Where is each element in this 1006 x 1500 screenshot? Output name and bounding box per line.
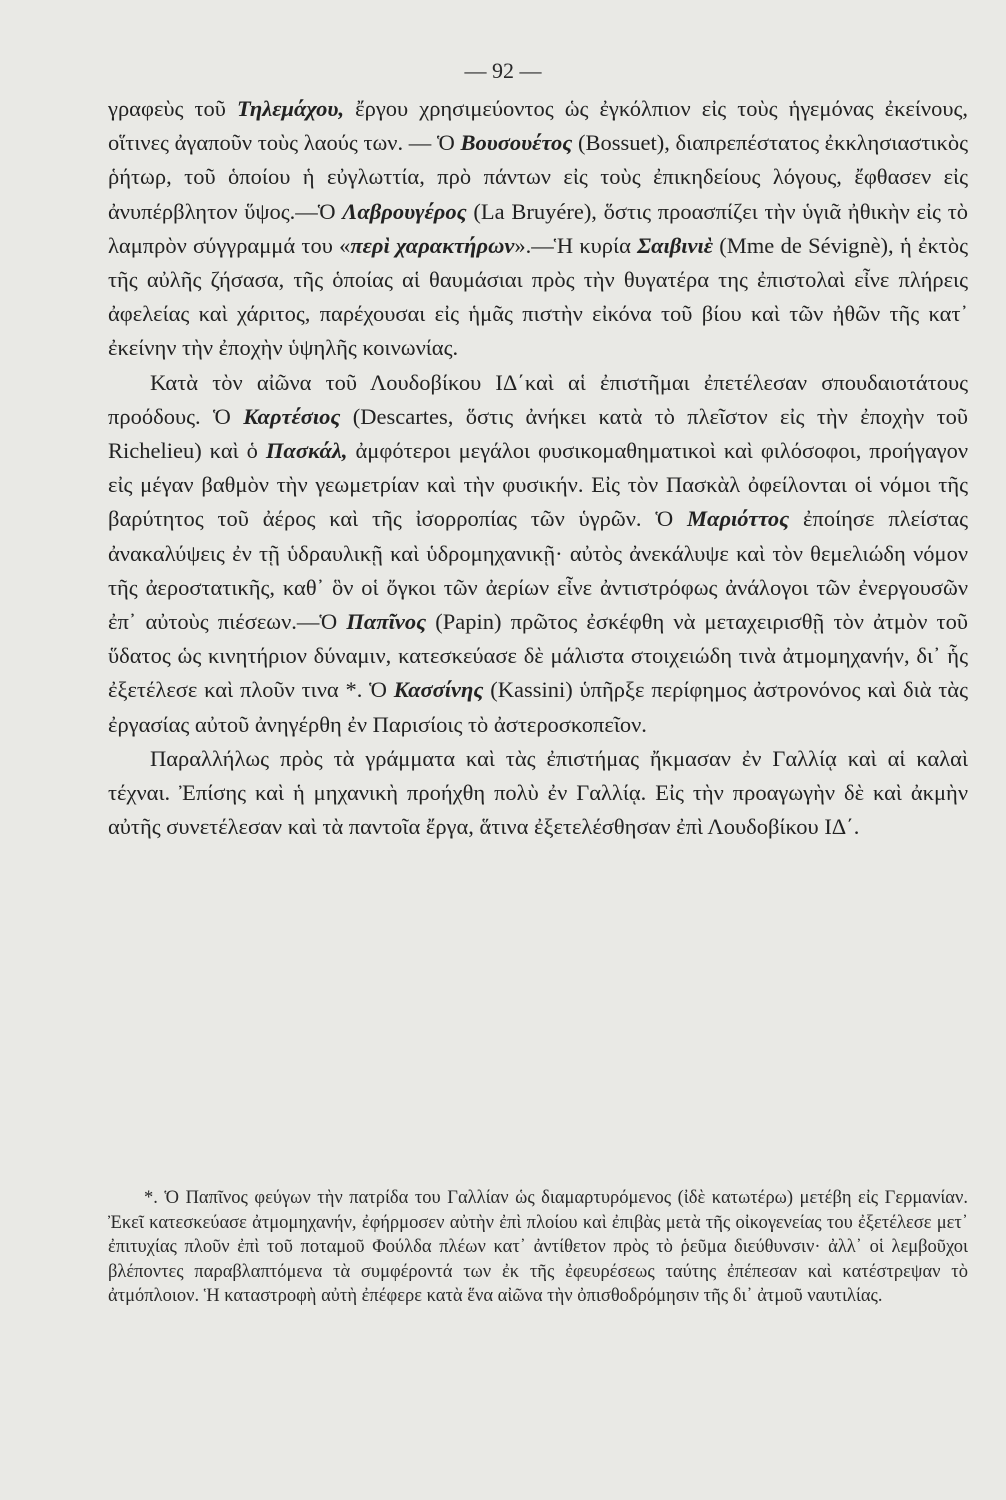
text-segment: (Bossuet), διαπρεπέστατος ἐκκλησιαστικὸς ῥήτωρ, τοῦ ὁποίου ἡ εὐγλωττία, πρὸ πάντων εἰς τοὺς ἐπικηδείους λόγους, ἔφθασεν εἰς ἀνυπέρβλητον ὕψος.—Ὁ — [108, 130, 968, 224]
emphasized-name: Κασσίνης — [393, 677, 484, 703]
text-segment: ».—Ἡ κυρία — [514, 232, 638, 258]
text-segment: Παραλλήλως πρὸς τὰ γράμματα καὶ τὰς ἐπιστήμας ἤκμασαν ἐν Γαλλίᾳ καὶ αἱ καλαὶ τέχναι. Ἐπίσης καὶ ἡ μηχανικὴ προήχθη πολὺ ἐν Γαλλίᾳ. Εἰς τὴν προαγωγὴν δὲ καὶ ἀκμὴν αὐτῆς συνετέλεσαν καὶ τὰ παντοῖα ἔργα, ἅτινα ἐξετελέσθησαν ἐπὶ Λουδοβίκου ΙΔ΄. — [108, 745, 968, 840]
text-segment: γραφεὺς τοῦ — [108, 96, 237, 121]
body-text — [108, 92, 968, 844]
text-segment: (Papin) πρῶτος ἐσκέφθη νὰ μεταχειρισθῇ τὸν ἀτμὸν τοῦ ὕδατος ὡς κινητήριον δύναμιν, κατεσκεύασε δὲ μάλιστα στοιχειώδη τινὰ ἀτμομηχανήν, δι᾽ ἧς ἐξετέλεσε καὶ πλοῦν τινα *. Ὁ — [108, 609, 968, 703]
text-segment: (La Bruyére), ὅστις προασπίζει τὴν ὑγιᾶ ἠθικὴν εἰς τὸ λαμπρὸν σύγγραμμά του « — [108, 198, 968, 258]
page-number: — 92 — — [464, 58, 542, 83]
emphasized-name: Καρτέσιος — [243, 403, 341, 429]
emphasized-name: Παπῖνος — [346, 609, 427, 635]
emphasized-name: περὶ χαρακτήρων — [350, 232, 515, 258]
text-segment: (Descartes, ὅστις ἀνήκει κατὰ τὸ πλεῖστον εἰς τὴν ἐποχὴν τοῦ Richelieu) καὶ ὁ — [108, 403, 968, 464]
text-segment: ἀμφότεροι μεγάλοι φυσικομαθηματικοὶ καὶ φιλόσοφοι, προήγαγον εἰς μέγαν βαθμὸν τὴν γεωμετρίαν καὶ τὴν φυσικήν. Εἰς τὸν Πασκὰλ ὀφείλονται οἱ νόμοι τῆς βαρύτητος τοῦ ἀέρος καὶ τῆς ἰσορροπίας τῶν ὑγρῶν. Ὁ — [108, 438, 968, 532]
footnote-text: *. Ὁ Παπῖνος φεύγων τὴν πατρίδα του Γαλλίαν ὡς διαμαρτυρόμενος (ἰδὲ κατωτέρω) μετέβη εἰς Γερμανίαν. Ἐκεῖ κατεσκεύασε ἀτμομηχανήν, ἐφήρμοσεν αὐτὴν ἐπὶ πλοίου καὶ ἐπιβὰς μετὰ τῆς οἰκογενείας του ἐξετέλεσε μετ᾽ ἐπιτυχίας πλοῦν ἐπὶ τοῦ ποταμοῦ Φούλδα πλέων κατ᾽ ἀντίθετον πρὸς τὸ ῥεῦμα διεύθυνσιν· ἀλλ᾽ οἱ λεμβοῦχοι βλέποντες παραβλαπτόμενα τὰ συμφέροντά των ἐκ τῆς ἐφευρέσεως ταύτης ἐπέπεσαν καὶ κατέστρεψαν τὸ ἀτμόπλοιον. Ἡ καταστροφὴ αὐτὴ ἐπέφερε κατὰ ἕνα αἰῶνα τὴν ὀπισθοδρόμησιν τῆς δι᾽ ἀτμοῦ ναυτιλίας. — [108, 1188, 968, 1306]
emphasized-name: Πασκάλ, — [265, 438, 348, 464]
emphasized-name: Μαριόττος — [687, 506, 790, 532]
text-segment: Κατὰ τὸν αἰῶνα τοῦ Λουδοβίκου ΙΔ΄καὶ αἱ ἐπιστῆμαι ἐπετέλεσαν σπουδαιοτάτους προόδους. Ὁ — [108, 369, 968, 429]
footnote — [108, 1186, 968, 1309]
paragraph — [108, 366, 968, 742]
emphasized-name: Σαιβινιὲ — [637, 232, 714, 258]
paragraph — [108, 742, 968, 845]
text-segment: ἔργου χρησιμεύοντος ὡς ἐγκόλπιον εἰς τοὺς ἡγεμόνας ἐκείνους, οἵτινες ἀγαποῦν τοὺς λαούς των. — Ὁ — [108, 96, 969, 156]
paragraph — [108, 92, 968, 366]
text-segment: (Mme de Sévignè), ἡ ἐκτὸς τῆς αὐλῆς ζήσασα, τῆς ὁποίας αἱ θαυμάσιαι πρὸς τὴν θυγατέρα της ἐπιστολαὶ εἶνε πλήρεις ἀφελείας καὶ χάριτος, παρέχουσαι εἰς ἡμᾶς πιστὴν εἰκόνα τοῦ βίου καὶ τῶν ἠθῶν τῆς κατ᾽ ἐκείνην τὴν ἐποχὴν ὑψηλῆς κοινωνίας. — [108, 232, 968, 361]
emphasized-name: Λαβρουγέρος — [342, 198, 467, 224]
text-segment: ἐποίησε πλείστας ἀνακαλύψεις ἐν τῇ ὑδραυλικῇ καὶ ὑδρομηχανικῇ· αὐτὸς ἀνεκάλυψε καὶ τὸν θεμελιώδη νόμον τῆς ἀεροστατικῆς, καθ᾽ ὃν οἱ ὄγκοι τῶν ἀερίων εἶνε ἀντιστρόφως ἀνάλογοι τῶν ἐνεργουσῶν ἐπ᾽ αὐτοὺς πιέσεων.—Ὁ — [108, 506, 968, 635]
text-segment: (Kassini) ὑπῆρξε περίφημος ἀστρονόνος καὶ διὰ τὰς ἐργασίας αὐτοῦ ἀνηγέρθη ἐν Παρισίοις τὸ ἀστεροσκοπεῖον. — [108, 677, 968, 737]
emphasized-name: Τηλεμάχου, — [236, 96, 345, 121]
emphasized-name: Βουσουέτος — [460, 130, 573, 156]
